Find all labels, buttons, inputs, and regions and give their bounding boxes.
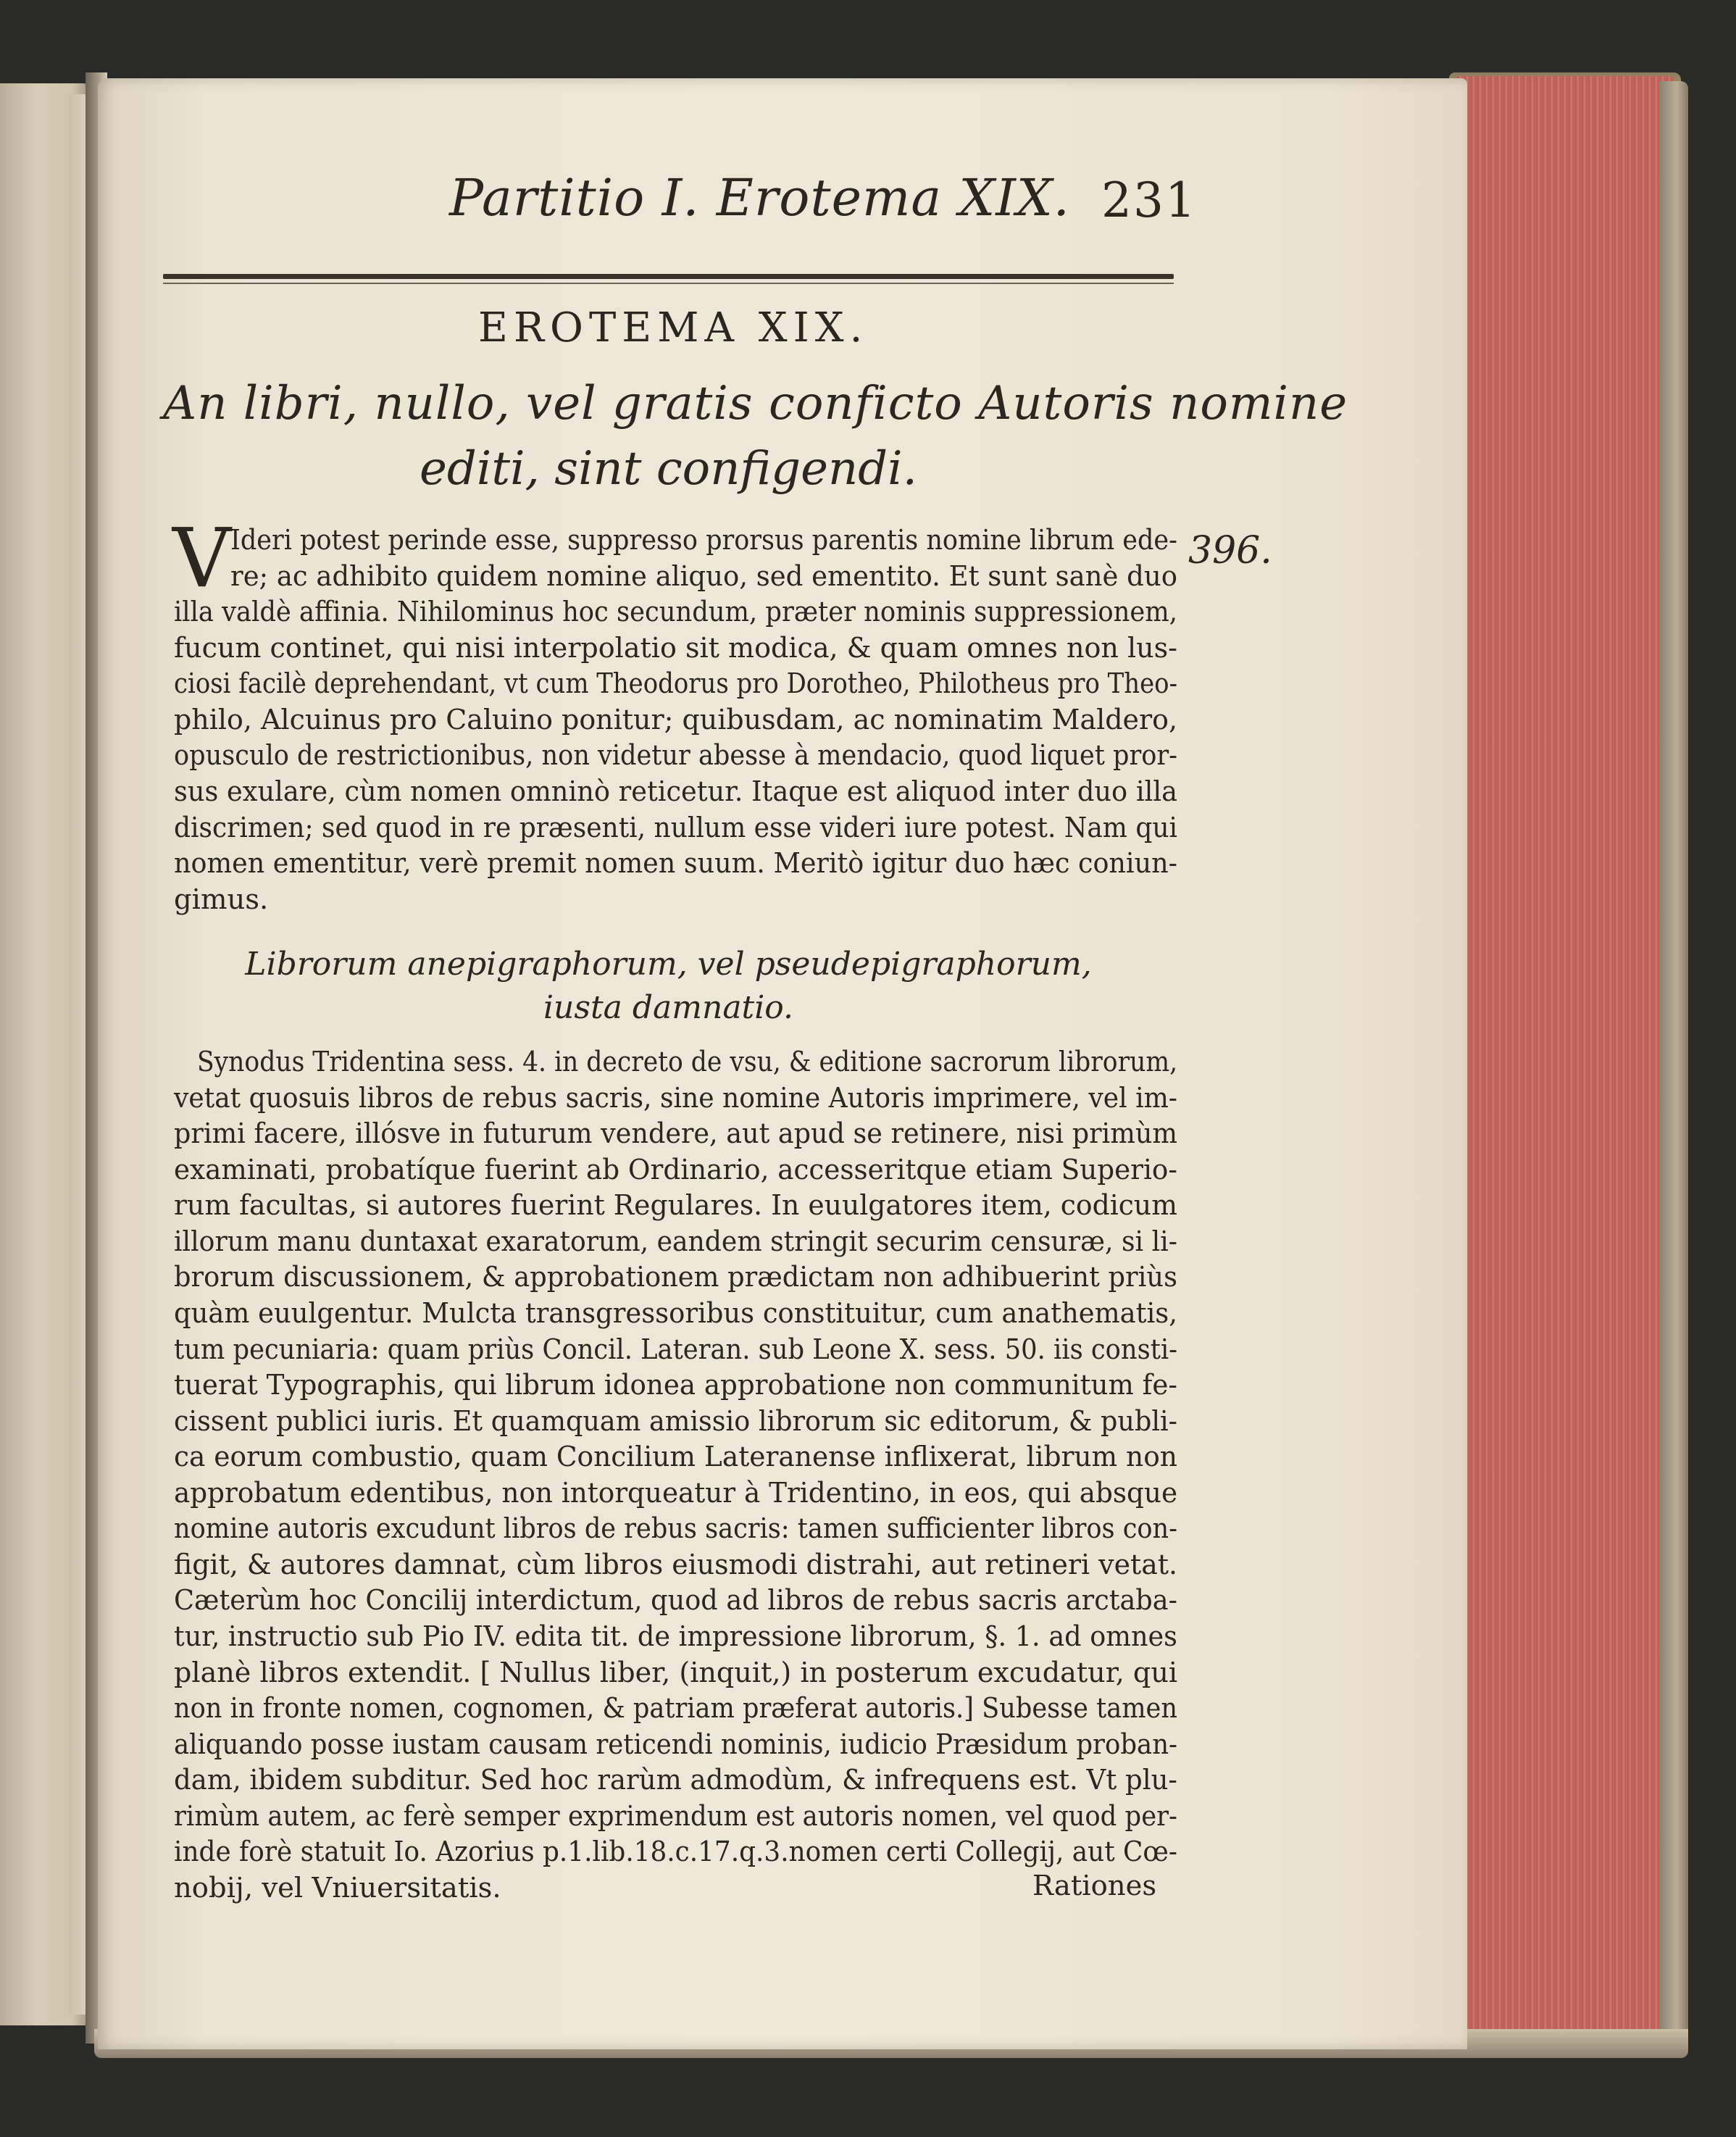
text-line: non in fronte nomen, cognomen, & patriam præferat autoris.] Subesse tamen [174, 1692, 1177, 1725]
header-rule-thin [163, 283, 1174, 284]
text-line: illa valdè affinia. Nihilominus hoc secundum, præter nominis suppressionem, [174, 596, 1177, 628]
text-line: illorum manu duntaxat exaratorum, eandem stringit securim censuræ, si li- [174, 1225, 1177, 1258]
text-line: ciosi facilè deprehendant, vt cum Theodorus pro Dorotheo, Philotheus pro Theo- [174, 667, 1178, 700]
text-line: inde forè statuit Io. Azorius p.1.lib.18.c.17.q.3.nomen certi Collegij, aut Cœ- [174, 1836, 1177, 1868]
text-line: fucum continet, qui nisi interpolatio sit modica, & quam omnes non lus- [174, 632, 1178, 665]
drop-capital: V [172, 512, 231, 606]
text-line: gimus. [174, 883, 269, 916]
text-line: nomine autoris excudunt libros de rebus sacris: tamen sufficienter libros con- [174, 1512, 1178, 1545]
catchword: Rationes [1032, 1870, 1157, 1902]
text-line: primi facere, illósve in futurum vendere, aut apud se retinere, nisi primùm [174, 1117, 1178, 1150]
text-line: dam, ibidem subditur. Sed hoc rarùm admodùm, & infrequens est. Vt plu- [174, 1764, 1177, 1796]
text-line: rimùm autem, ac ferè semper exprimendum est autoris nomen, vel quod per- [174, 1800, 1177, 1833]
header-rule [163, 274, 1174, 279]
text-line: nobij, vel Vniuersitatis. [174, 1872, 501, 1904]
text-line: discrimen; sed quod in re præsenti, nullum esse videri iure potest. Nam qui [174, 812, 1178, 844]
text-line: Synodus Tridentina sess. 4. in decreto de vsu, & editione sacrorum librorum, [197, 1046, 1178, 1078]
text-line: Ideri potest perinde esse, suppresso prorsus parentis nomine librum ede- [230, 524, 1177, 557]
text-line: rum facultas, si autores fuerint Regulares. In euulgatores item, codicum [174, 1189, 1177, 1222]
subheading-line: Librorum anepigraphorum, vel pseudepigraphorum, [245, 946, 1092, 983]
running-head: Partitio I. Erotema XIX. [449, 168, 1070, 228]
text-line: quàm euulgentur. Mulcta transgressoribus constituitur, cum anathematis, [174, 1297, 1177, 1330]
text-line: brorum discussionem, & approbationem prædictam non adhibuerint priùs [174, 1261, 1177, 1294]
question-line: editi, sint configendi. [420, 442, 917, 496]
text-line: tum pecuniaria: quam priùs Concil. Lateran. sub Leone X. sess. 50. iis consti- [174, 1333, 1178, 1366]
text-line: sus exulare, cùm nomen omninò reticetur. Itaque est aliquod inter duo illa [174, 775, 1177, 808]
text-line: approbatum edentibus, non intorqueatur à Tridentino, in eos, qui absque [174, 1477, 1178, 1509]
text-line: ca eorum combustio, quam Concilium Lateranense inflixerat, librum non [174, 1441, 1177, 1473]
text-line: Cæterùm hoc Concilij interdictum, quod ad libros de rebus sacris arctaba- [174, 1584, 1178, 1617]
text-line: philo, Alcuinus pro Caluino ponitur; quibusdam, ac nominatim Maldero, [174, 704, 1178, 736]
text-line: tuerat Typographis, qui librum idonea approbatione non communitum fe- [174, 1369, 1177, 1401]
text-line: cissent publici iuris. Et quamquam amissio librorum sic editorum, & publi- [174, 1405, 1178, 1438]
text-line: examinati, probatíque fuerint ab Ordinario, accesseritque etiam Superio- [174, 1154, 1177, 1186]
text-line: figit, & autores damnat, cùm libros eiusmodi distrahi, aut retineri vetat. [174, 1549, 1178, 1581]
book-fore-edge [1456, 76, 1674, 2054]
text-line: nomen ementitur, verè premit nomen suum. Meritò igitur duo hæc coniun- [174, 847, 1177, 880]
text-line: aliquando posse iustam causam reticendi nominis, iudicio Præsidum proban- [174, 1728, 1178, 1761]
text-line: planè libros extendit. [ Nullus liber, (inquit,) in posterum excudatur, qui [174, 1657, 1178, 1689]
margin-note: 396. [1188, 529, 1272, 572]
page-number: 231 [1101, 172, 1197, 228]
text-line: opusculo de restrictionibus, non videtur abesse à mendacio, quod liquet pror- [174, 739, 1178, 772]
section-title: EROTEMA XIX. [478, 304, 869, 351]
text-line: re; ac adhibito quidem nomine aliquo, sed ementito. Et sunt sanè duo [230, 560, 1178, 593]
text-line: tur, instructio sub Pio IV. edita tit. de impressione librorum, §. 1. ad omnes [174, 1620, 1177, 1653]
question-line: An libri, nullo, vel gratis conficto Autoris nomine [163, 377, 1348, 430]
book-cover-board [1659, 81, 1688, 2052]
text-line: vetat quosuis libros de rebus sacris, sine nomine Autoris imprimere, vel im- [174, 1082, 1177, 1115]
subheading-line: iusta damnatio. [543, 989, 794, 1026]
